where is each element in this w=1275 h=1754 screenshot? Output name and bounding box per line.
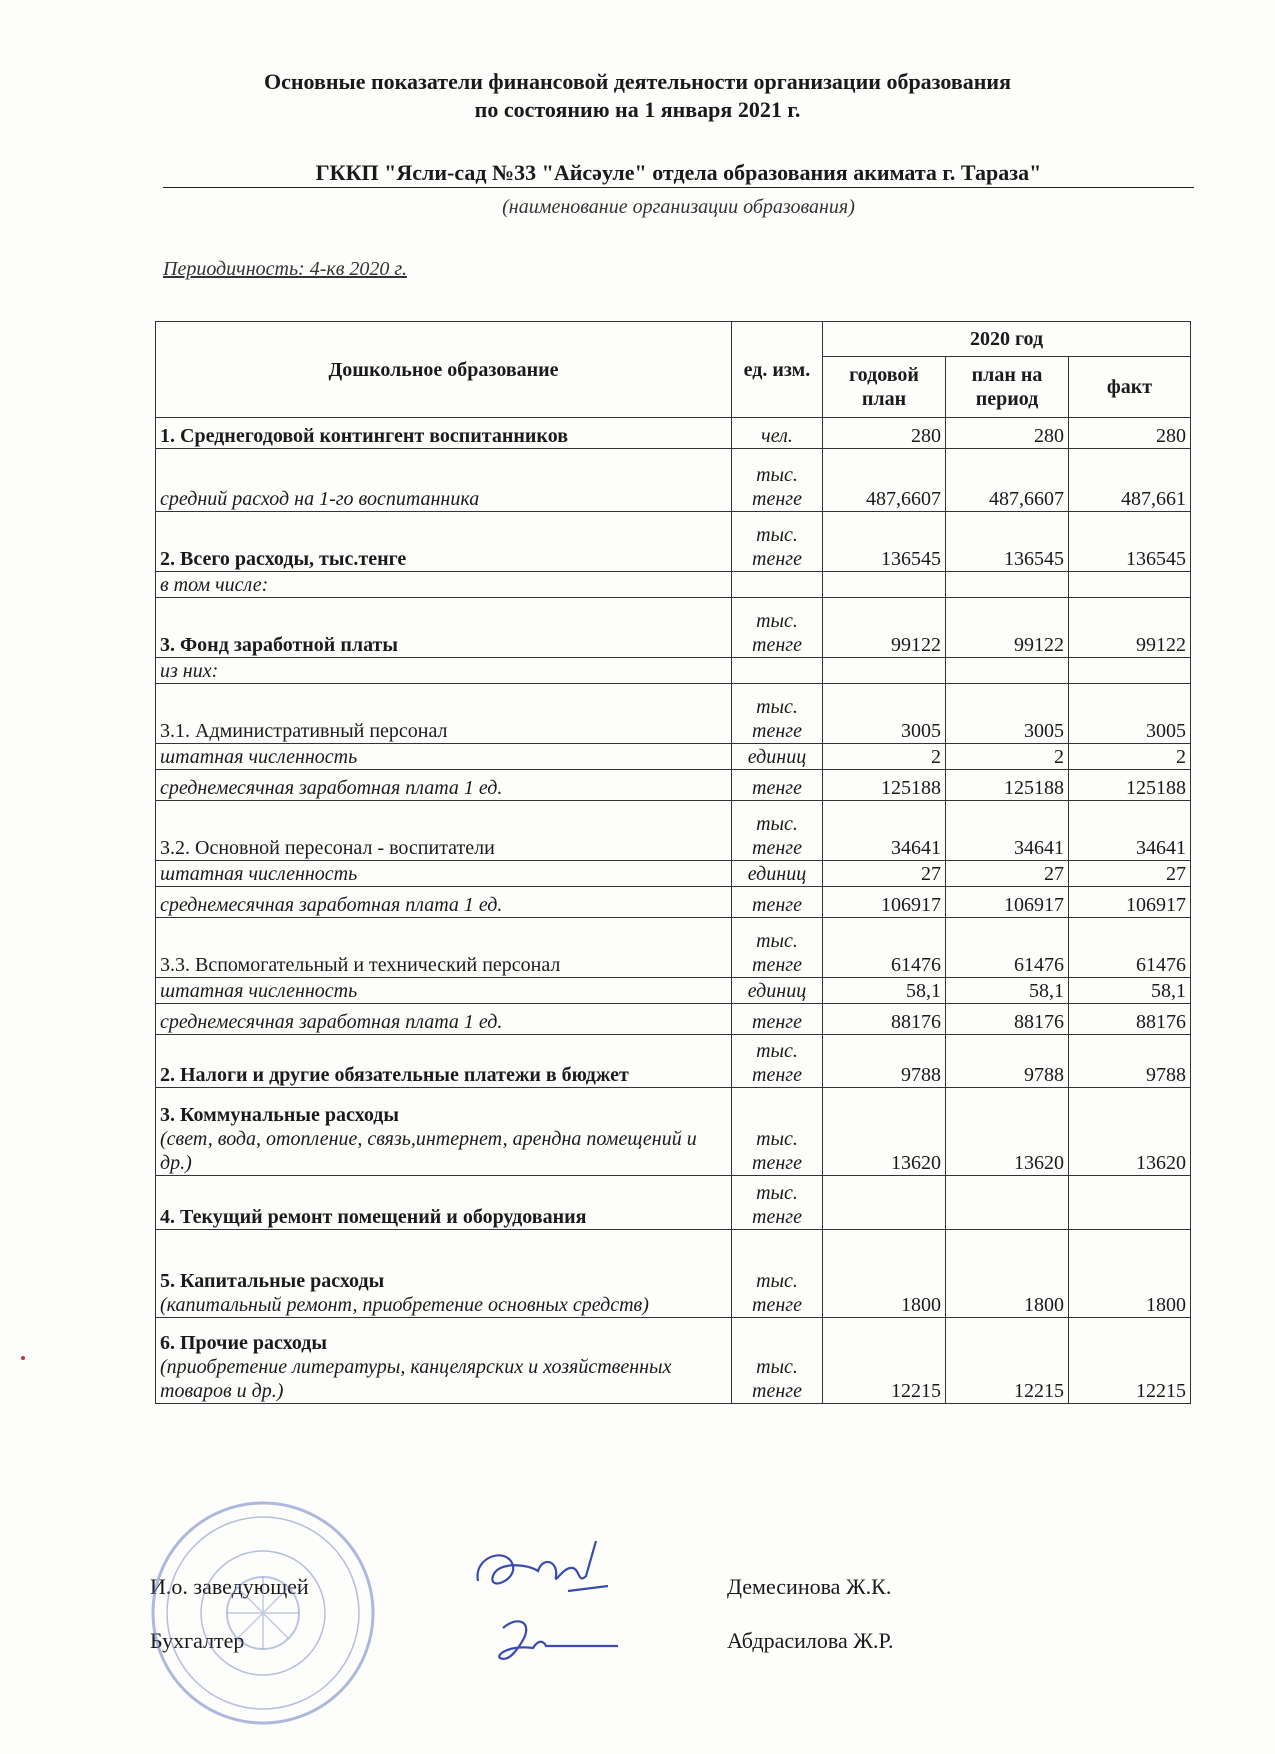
row-fact: 487,661 xyxy=(1069,449,1191,512)
document-title-line2: по состоянию на 1 января 2021 г. xyxy=(474,97,801,122)
row-period: 136545 xyxy=(946,512,1069,572)
row-annual: 12215 xyxy=(823,1318,946,1404)
row-period: 487,6607 xyxy=(946,449,1069,512)
row-unit: тыс. тенге xyxy=(732,1035,823,1088)
row-fact: 34641 xyxy=(1069,801,1191,861)
row-label-text: средний расход на 1-го воспитанника xyxy=(160,488,480,510)
signature-role-accountant: Бухгалтер xyxy=(150,1628,245,1653)
row-period: 280 xyxy=(946,418,1069,449)
header-fact: факт xyxy=(1069,357,1191,418)
row-label xyxy=(156,418,732,449)
row-period xyxy=(946,658,1069,684)
organization-note: (наименование организации образования) xyxy=(502,196,855,218)
row-fact: 2 xyxy=(1069,744,1191,770)
row-period: 58,1 xyxy=(946,978,1069,1004)
periodicity: Периодичность: 4-кв 2020 г. xyxy=(163,258,407,280)
header-annual: годовой план xyxy=(823,357,946,418)
table-row xyxy=(156,744,1191,770)
table-row xyxy=(156,1004,1191,1035)
row-label-text: 3.1. Административный персонал xyxy=(160,720,448,742)
row-unit: тыс. тенге xyxy=(732,684,823,744)
row-period: 125188 xyxy=(946,770,1069,801)
row-label-text: среднемесячная заработная плата 1 ед. xyxy=(160,777,503,799)
row-period: 34641 xyxy=(946,801,1069,861)
row-annual xyxy=(823,1176,946,1230)
table-row xyxy=(156,572,1191,598)
row-label-text: 6. Прочие расходы xyxy=(160,1332,327,1354)
row-annual: 3005 xyxy=(823,684,946,744)
row-unit: тыс. тенге xyxy=(732,1088,823,1176)
row-annual: 1800 xyxy=(823,1230,946,1318)
row-annual xyxy=(823,572,946,598)
row-label-note: (приобретение литературы, канцелярских и хозяйственных товаров и др.) xyxy=(160,1356,672,1402)
row-unit: тыс. тенге xyxy=(732,1176,823,1230)
row-label xyxy=(156,801,732,861)
table-row xyxy=(156,684,1191,744)
row-fact: 12215 xyxy=(1069,1318,1191,1404)
row-period: 61476 xyxy=(946,918,1069,978)
row-label-note: (капитальный ремонт, приобретение основных средств) xyxy=(160,1294,649,1316)
header-unit: ед. изм. xyxy=(732,322,823,418)
table-row xyxy=(156,449,1191,512)
row-period: 106917 xyxy=(946,887,1069,918)
row-unit: тыс. тенге xyxy=(732,801,823,861)
table-row xyxy=(156,1230,1191,1318)
table-row xyxy=(156,918,1191,978)
row-unit: единиц xyxy=(732,744,823,770)
header-period: план на период xyxy=(946,357,1069,418)
row-label-note: (свет, вода, отопление, связь,интернет, арендна помещений и др.) xyxy=(160,1128,697,1174)
row-fact: 27 xyxy=(1069,861,1191,887)
row-label-text: среднемесячная заработная плата 1 ед. xyxy=(160,1011,503,1033)
table-row xyxy=(156,418,1191,449)
row-label-text: 3. Коммунальные расходы xyxy=(160,1104,400,1126)
row-label xyxy=(156,861,732,887)
table-row xyxy=(156,801,1191,861)
table-row xyxy=(156,1088,1191,1176)
row-label xyxy=(156,1176,732,1230)
signature-accountant xyxy=(478,1610,628,1670)
row-label-text: среднемесячная заработная плата 1 ед. xyxy=(160,894,503,916)
row-period: 2 xyxy=(946,744,1069,770)
row-label-text: из них: xyxy=(160,660,219,682)
row-label xyxy=(156,658,732,684)
row-label xyxy=(156,1088,732,1176)
row-annual: 34641 xyxy=(823,801,946,861)
row-fact: 280 xyxy=(1069,418,1191,449)
row-unit: единиц xyxy=(732,978,823,1004)
row-unit: тыс. тенге xyxy=(732,449,823,512)
row-label-text: 3. Фонд заработной платы xyxy=(160,634,398,656)
row-period xyxy=(946,1176,1069,1230)
row-label xyxy=(156,1318,732,1404)
row-period: 3005 xyxy=(946,684,1069,744)
financial-table xyxy=(155,321,1191,1404)
row-annual: 106917 xyxy=(823,887,946,918)
row-unit xyxy=(732,572,823,598)
organization-name: ГККП "Ясли-сад №33 "Айсәуле" отдела образования акимата г. Тараза" xyxy=(163,160,1194,188)
row-label-text: 5. Капитальные расходы xyxy=(160,1270,385,1292)
row-annual: 58,1 xyxy=(823,978,946,1004)
row-period: 12215 xyxy=(946,1318,1069,1404)
row-label xyxy=(156,1035,732,1088)
row-annual: 13620 xyxy=(823,1088,946,1176)
row-fact: 3005 xyxy=(1069,684,1191,744)
row-annual: 27 xyxy=(823,861,946,887)
table-row xyxy=(156,978,1191,1004)
row-label-text: 2. Всего расходы, тыс.тенге xyxy=(160,548,407,570)
row-period xyxy=(946,572,1069,598)
row-fact: 106917 xyxy=(1069,887,1191,918)
row-fact: 9788 xyxy=(1069,1035,1191,1088)
row-label xyxy=(156,512,732,572)
row-annual: 487,6607 xyxy=(823,449,946,512)
row-fact: 99122 xyxy=(1069,598,1191,658)
row-unit: тыс. тенге xyxy=(732,1230,823,1318)
row-label xyxy=(156,1004,732,1035)
table-row xyxy=(156,658,1191,684)
row-period: 9788 xyxy=(946,1035,1069,1088)
row-label xyxy=(156,449,732,512)
row-label-text: штатная численность xyxy=(160,746,358,768)
row-fact: 13620 xyxy=(1069,1088,1191,1176)
row-unit: тыс. тенге xyxy=(732,598,823,658)
row-label-text: 2. Налоги и другие обязательные платежи в бюджет xyxy=(160,1064,629,1086)
row-fact xyxy=(1069,1176,1191,1230)
row-fact: 136545 xyxy=(1069,512,1191,572)
row-period: 99122 xyxy=(946,598,1069,658)
table-row xyxy=(156,887,1191,918)
row-unit: тыс. тенге xyxy=(732,918,823,978)
row-fact: 61476 xyxy=(1069,918,1191,978)
signature-head xyxy=(468,1536,618,1606)
signature-role-head: И.о. заведующей xyxy=(150,1574,309,1599)
row-annual: 125188 xyxy=(823,770,946,801)
row-label xyxy=(156,887,732,918)
row-period: 1800 xyxy=(946,1230,1069,1318)
row-unit: единиц xyxy=(732,861,823,887)
row-label-text: 3.2. Основной пересонал - воспитатели xyxy=(160,837,495,859)
row-period: 13620 xyxy=(946,1088,1069,1176)
row-label-text: 4. Текущий ремонт помещений и оборудования xyxy=(160,1206,587,1228)
table-row xyxy=(156,512,1191,572)
row-label xyxy=(156,572,732,598)
table-row xyxy=(156,861,1191,887)
row-annual: 61476 xyxy=(823,918,946,978)
row-annual: 136545 xyxy=(823,512,946,572)
row-label xyxy=(156,684,732,744)
row-unit: тыс. тенге xyxy=(732,512,823,572)
row-fact: 88176 xyxy=(1069,1004,1191,1035)
row-label xyxy=(156,978,732,1004)
row-fact xyxy=(1069,658,1191,684)
table-row xyxy=(156,1318,1191,1404)
row-label xyxy=(156,918,732,978)
row-unit: тенге xyxy=(732,1004,823,1035)
row-annual: 99122 xyxy=(823,598,946,658)
table-row xyxy=(156,770,1191,801)
row-period: 88176 xyxy=(946,1004,1069,1035)
row-unit: тыс. тенге xyxy=(732,1318,823,1404)
row-label xyxy=(156,744,732,770)
row-unit: тенге xyxy=(732,887,823,918)
row-label xyxy=(156,598,732,658)
row-annual: 9788 xyxy=(823,1035,946,1088)
header-year: 2020 год xyxy=(823,322,1191,357)
row-unit xyxy=(732,658,823,684)
row-unit: чел. xyxy=(732,418,823,449)
row-fact: 58,1 xyxy=(1069,978,1191,1004)
row-label-text: 1. Среднегодовой контингент воспитанников xyxy=(160,425,568,447)
row-annual xyxy=(823,658,946,684)
row-annual: 280 xyxy=(823,418,946,449)
row-fact: 125188 xyxy=(1069,770,1191,801)
row-unit: тенге xyxy=(732,770,823,801)
row-fact xyxy=(1069,572,1191,598)
red-mark-dot xyxy=(21,1356,25,1360)
row-label-text: штатная численность xyxy=(160,863,358,885)
row-annual: 2 xyxy=(823,744,946,770)
table-row xyxy=(156,1035,1191,1088)
signature-name-accountant: Абдрасилова Ж.Р. xyxy=(727,1628,894,1653)
row-label-text: 3.3. Вспомогательный и технический персонал xyxy=(160,954,561,976)
row-label xyxy=(156,770,732,801)
row-label-text: в том числе: xyxy=(160,574,269,596)
row-label xyxy=(156,1230,732,1318)
header-name: Дошкольное образование xyxy=(156,322,732,418)
signature-name-head: Демесинова Ж.К. xyxy=(727,1574,892,1599)
row-fact: 1800 xyxy=(1069,1230,1191,1318)
table-row xyxy=(156,1176,1191,1230)
row-label-text: штатная численность xyxy=(160,980,358,1002)
row-annual: 88176 xyxy=(823,1004,946,1035)
table-row xyxy=(156,598,1191,658)
stamp-seal xyxy=(148,1498,378,1728)
document-title-line1: Основные показатели финансовой деятельности организации образования xyxy=(263,69,1011,94)
row-period: 27 xyxy=(946,861,1069,887)
